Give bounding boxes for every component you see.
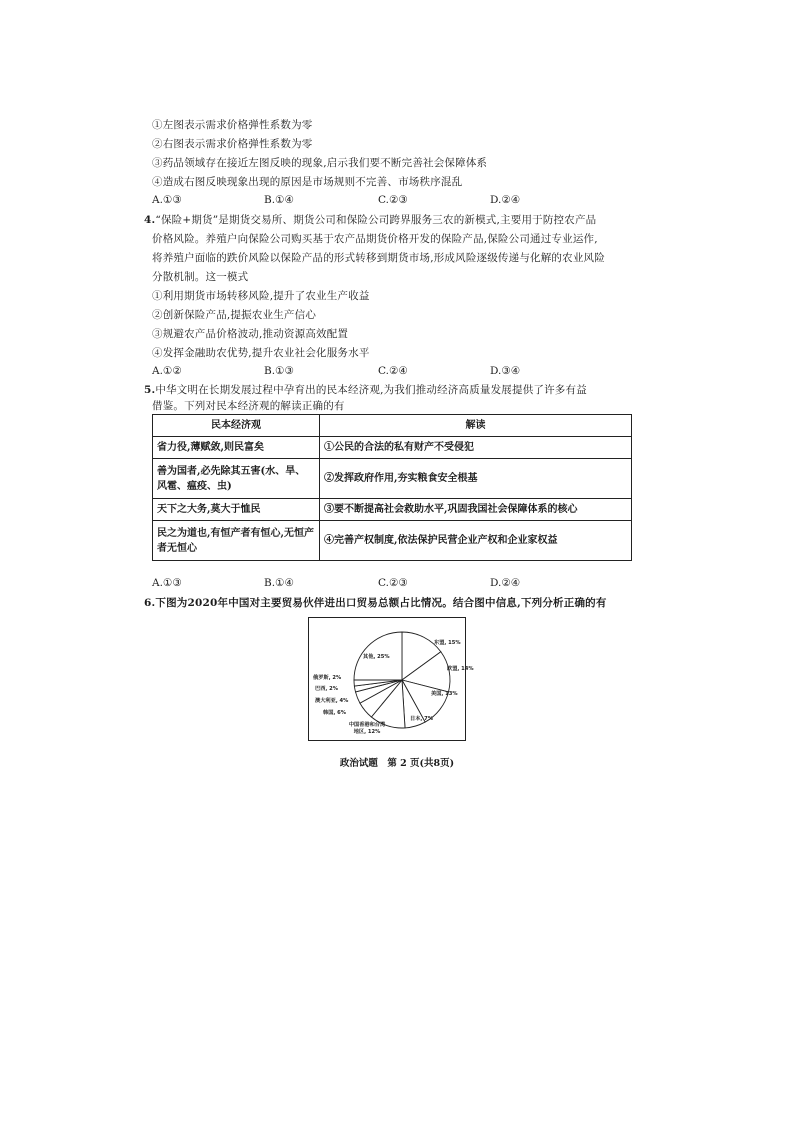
q5-stem-line-2: 借鉴。下列对民本经济观的解读正确的有 (152, 400, 345, 412)
q3-options (152, 194, 622, 208)
table-cell-interpretation: ①公民的合法的私有财产不受侵犯 (320, 437, 632, 459)
pie-slice-label: 中国香港和台湾 (348, 722, 386, 728)
q6-stem-text: 下图为2020年中国对主要贸易伙伴进出口贸易总额占比情况。结合图中信息,下列分析正确的有 (155, 597, 607, 609)
q4-stem-text-1: “保险+期货”是期货交易所、期货公司和保险公司跨界服务三农的新模式,主要用于防控农产品 (155, 214, 597, 226)
q4-statement-3: ③规避农产品价格波动,推动资源高效配置 (152, 328, 349, 340)
q3-statement-1: ①左图表示需求价格弹性系数为零 (152, 119, 313, 131)
q4-option-c: C.②④ (378, 365, 408, 377)
q5-option-d: D.②④ (490, 577, 521, 589)
table-cell-view: 省力役,薄赋敛,则民富矣 (153, 437, 320, 459)
q4-option-a: A.①② (152, 365, 182, 377)
q4-stem-line-2: 价格风险。养殖户向保险公司购买基于农产品期货价格开发的保险产品,保险公司通过专业运作, (152, 233, 598, 245)
q4-statement-2: ②创新保险产品,提振农业生产信心 (152, 309, 317, 321)
q4-stem-line-3: 将养殖户面临的跌价风险以保险产品的形式转移到期货市场,形成风险逐级传递与化解的农业风险 (152, 252, 605, 264)
q5-options (152, 577, 622, 591)
pie-slice-label: 澳大利亚, 4% (315, 698, 349, 704)
pie-slice-label: 其他, 25% (363, 654, 390, 660)
pie-slice-label: 欧盟, 14% (447, 666, 474, 672)
q5-stem-text-1: 中华文明在长期发展过程中孕育出的民本经济观,为我们推动经济高质量发展提供了许多有益 (155, 384, 587, 396)
q4-option-d: D.③④ (490, 365, 521, 377)
pie-slice-label: 美国, 13% (431, 691, 458, 697)
q6-stem (144, 596, 607, 610)
q4-statement-1: ①利用期货市场转移风险,提升了农业生产收益 (152, 290, 370, 302)
q3-option-c: C.②③ (378, 194, 408, 206)
pie-slice-label: 巴西, 2% (315, 686, 338, 692)
pie-slice-label: 东盟, 15% (434, 640, 461, 646)
table-cell-view: 民之为道也,有恒产者有恒心,无恒产者无恒心 (153, 521, 320, 561)
table-cell-interpretation: ③要不断提高社会救助水平,巩固我国社会保障体系的核心 (320, 499, 632, 521)
table-header-view: 民本经济观 (153, 415, 320, 437)
table-row (153, 521, 632, 561)
q3-statement-3: ③药品领域存在接近左图反映的现象,启示我们要不断完善社会保障体系 (152, 157, 488, 169)
page-footer: 政治试题 第 2 页(共8页) (339, 758, 455, 769)
q5-table (152, 414, 632, 561)
table-row (153, 459, 632, 499)
q5-stem-line-1 (144, 383, 587, 397)
table-header-row (153, 415, 632, 437)
q4-statement-4: ④发挥金融助农优势,提升农业社会化服务水平 (152, 347, 370, 359)
q3-statement-4: ④造成右图反映现象出现的原因是市场规则不完善、市场秩序混乱 (152, 176, 463, 188)
table-row (153, 437, 632, 459)
pie-slice-label: 俄罗斯, 2% (313, 675, 342, 681)
pie-slice-label: 韩国, 6% (323, 710, 346, 716)
q4-stem-line-4: 分散机制。这一模式 (152, 271, 249, 283)
q5-option-c: C.②③ (378, 577, 408, 589)
q3-statement-2: ②右图表示需求价格弹性系数为零 (152, 138, 313, 150)
q4-option-b: B.①③ (264, 365, 294, 377)
pie-slice-label: 日本, 7% (410, 716, 433, 722)
q5-option-a: A.①③ (152, 577, 182, 589)
q4-options (152, 365, 622, 379)
table-cell-interpretation: ②发挥政府作用,夯实粮食安全根基 (320, 459, 632, 499)
q5-number: 5. (144, 384, 156, 396)
pie-slice-label: 地区, 12% (353, 729, 381, 735)
trade-pie-chart (308, 617, 474, 741)
q4-number: 4. (144, 214, 156, 226)
table-header-interpretation: 解读 (320, 415, 632, 437)
table-row (153, 499, 632, 521)
table-cell-interpretation: ④完善产权制度,依法保护民营企业产权和企业家权益 (320, 521, 632, 561)
q5-option-b: B.①④ (264, 577, 294, 589)
q4-stem-line-1 (144, 213, 596, 227)
q6-number: 6. (144, 597, 156, 609)
q3-option-b: B.①④ (264, 194, 294, 206)
q3-option-d: D.②④ (490, 194, 521, 206)
q3-option-a: A.①③ (152, 194, 182, 206)
table-cell-view: 善为国者,必先除其五害(水、旱、风雹、瘟疫、虫) (153, 459, 320, 499)
table-cell-view: 天下之大务,莫大于恤民 (153, 499, 320, 521)
pie-chart-svg (309, 618, 474, 740)
